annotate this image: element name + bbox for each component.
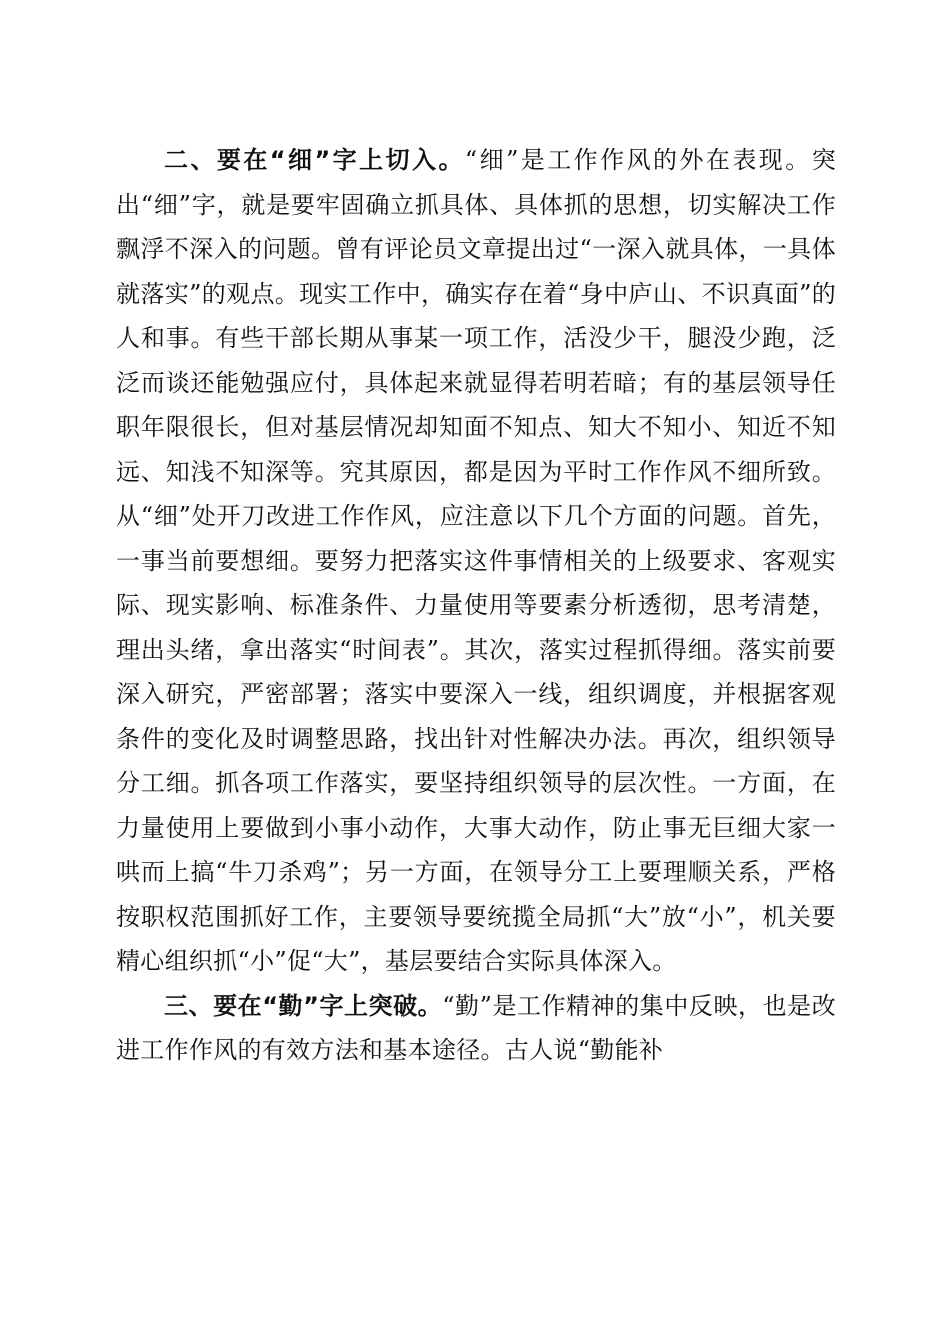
paragraph-section-two <box>116 138 836 984</box>
paragraph-section-three <box>116 984 836 1073</box>
section-body-three: “勤”是工作精神的集中反映，也是改进工作作风的有效方法和基本途径。古人说“勤能补 <box>116 991 836 1064</box>
document-body <box>116 138 836 1073</box>
section-heading-three: 三、要在“勤”字上突破。 <box>164 991 443 1020</box>
section-body-two: “细”是工作作风的外在表现。突出“细”字，就是要牢固确立抓具体、具体抓的思想，切实解决工作飘浮不深入的问题。曾有评论员文章提出过“一深入就具体，一具体就落实”的观点。现实工作中，确实存在着“身中庐山、不识真面”的人和事。有些干部长期从事某一项工作，活没少干，腿没少跑，泛泛而谈还能勉强应付，具体起来就显得若明若暗；有的基层领导任职年限很长，但对基层情况却知面不知点、知大不知小、知近不知远、知浅不知深等。究其原因，都是因为平时工作作风不细所致。从“细”处开刀改进工作作风，应注意以下几个方面的问题。首先，一事当前要想细。要努力把落实这件事情相关的上级要求、客观实际、现实影响、标准条件、力量使用等要素分析透彻，思考清楚，理出头绪，拿出落实“时间表”。其次，落实过程抓得细。落实前要深入研究，严密部署；落实中要深入一线，组织调度，并根据客观条件的变化及时调整思路，找出针对性解决办法。再次，组织领导分工细。抓各项工作落实，要坚持组织领导的层次性。一方面，在力量使用上要做到小事小动作，大事大动作，防止事无巨细大家一哄而上搞“牛刀杀鸡”；另一方面，在领导分工上要理顺关系，严格按职权范围抓好工作，主要领导要统揽全局抓“大”放“小”，机关要精心组织抓“小”促“大”，基层要结合实际具体深入。 <box>116 146 836 975</box>
section-heading-two: 二、要在“细”字上切入。 <box>164 146 465 174</box>
